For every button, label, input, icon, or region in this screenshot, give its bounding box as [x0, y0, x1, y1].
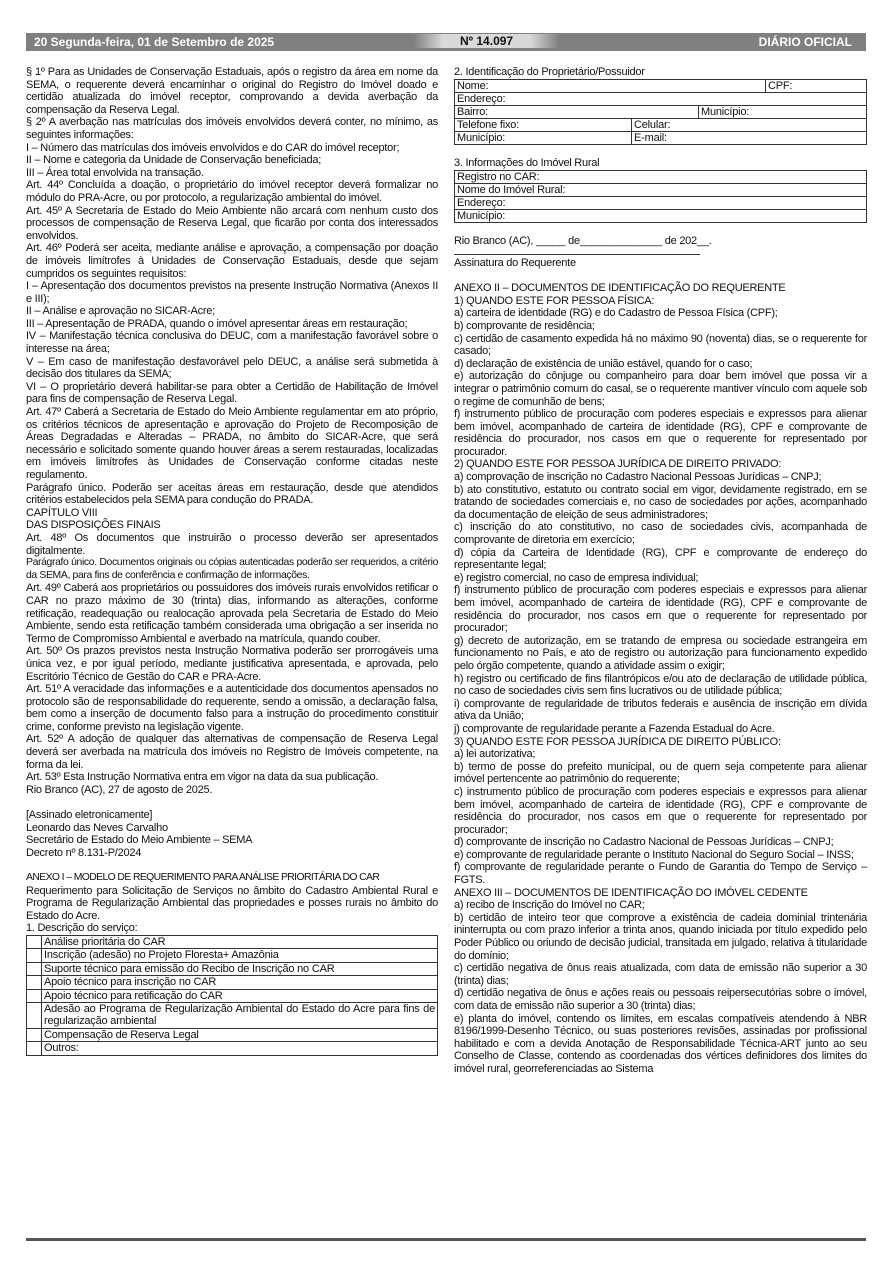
table-row — [27, 989, 438, 1002]
annex-item: d) comprovante de inscrição no Cadastro Nacional de Pessoas Jurídicas – CNPJ; — [454, 836, 834, 849]
paragraph: Rio Branco (AC), 27 de agosto de 2025. — [26, 783, 213, 796]
service-label: Apoio técnico para inscrição no CAR — [42, 976, 438, 989]
email-field[interactable]: E-mail: — [632, 131, 867, 144]
annex-item: ANEXO III – DOCUMENTOS DE IDENTIFICAÇÃO DO IMÓVEL CEDENTE — [454, 886, 808, 899]
service-label: Inscrição (adesão) no Projeto Floresta+ Amazônia — [42, 949, 438, 962]
paragraph: I – Número das matrículas dos imóveis envolvidos e do CAR do imóvel receptor; — [26, 141, 400, 154]
property-name-field[interactable]: Nome do Imóvel Rural: — [455, 183, 867, 196]
checkbox[interactable] — [27, 935, 42, 948]
checkbox[interactable] — [27, 1042, 42, 1055]
property-form — [454, 170, 867, 223]
annex-item: 1) QUANDO ESTE FOR PESSOA FÍSICA: — [454, 294, 655, 307]
chapter-title: DAS DISPOSIÇÕES FINAIS — [26, 519, 161, 532]
table-row — [27, 962, 438, 975]
paragraph: VI – O proprietário deverá habilitar-se para obter a Certidão de Habilitação de Imóvel para fins de compensação de Reserva Legal. — [26, 380, 438, 406]
paragraph: Art. 50º Os prazos previstos nesta Instrução Normativa poderão ser prorrogáveis uma única vez, e por igual período, mediante justificativa apresentada, e aprovada, pelo Escritório Técnico de Gestão do CAR e PRA-Acre. — [26, 645, 438, 683]
annex-item: a) lei autorizativa; — [454, 748, 536, 761]
right-column — [454, 66, 867, 1076]
municipality-field[interactable]: Município: — [455, 131, 632, 144]
paragraph: Art. 46º Poderá ser aceita, mediante análise e aprovação, a compensação por doação de imóveis limítrofes à Unidades de Conservação Estaduais, desde que sejam cumpridos os seguintes requisitos: — [26, 242, 438, 280]
section-title: 1. Descrição do serviço: — [26, 922, 138, 935]
section-title: 3. Informações do Imóvel Rural — [454, 157, 600, 170]
paragraph: I – Apresentação dos documentos previstos na presente Instrução Normativa (Anexos II e III); — [26, 280, 438, 305]
district-field[interactable]: Bairro: — [455, 105, 699, 118]
municipality-field[interactable]: Município: — [699, 105, 867, 118]
signature-label: Assinatura do Requerente — [454, 256, 576, 269]
annex-item: f) instrumento público de procuração com poderes especiais e expressos para alienar bem imóvel, acompanhado de carteira de identidade (RG), CPF e comprovante de residência do procurador, nos casos em que o requerente for representado por procurador; — [454, 584, 867, 635]
annex-item: f) instrumento público de procuração com poderes especiais e expressos para alienar bem imóvel, acompanhado de carteira de identidade (RG), CPF e comprovante de residência do procurador, nos casos em que o requerente for representado por procurador. — [454, 408, 867, 458]
annex-item: c) certidão de casamento expedida há no máximo 90 (noventa) dias, se o requerente for casado; — [454, 332, 867, 358]
annex-item: c) inscrição do ato constitutivo, no caso de sociedades civis, acompanhada de comprovante de diretoria em exercício; — [454, 521, 867, 547]
paragraph: IV – Manifestação técnica conclusiva do DEUC, com a manifestação favorável sobre o interesse na área; — [26, 330, 438, 356]
annex-item: i) comprovante de regularidade de tributos federais e ausência de inscrição em dívida ativa da União; — [454, 697, 867, 723]
annex-item: e) registro comercial, no caso de empresa individual; — [454, 571, 699, 584]
signer-decree: Decreto nº 8.131-P/2024 — [26, 846, 142, 859]
paragraph: III – Apresentação de PRADA, quando o imóvel apresentar áreas em restauração; — [26, 317, 408, 330]
issue-number: Nº 14.097 — [414, 34, 559, 48]
signer-role: Secretário de Estado do Meio Ambiente – SEMA — [26, 834, 253, 847]
checkbox[interactable] — [27, 989, 42, 1002]
paragraph: Art. 53º Esta Instrução Normativa entra em vigor na data da sua publicação. — [26, 771, 379, 784]
property-municipality-field[interactable]: Município: — [455, 209, 867, 222]
annex-item: e) planta do imóvel, contendo os limites, em escalas compatíveis atendendo à NBR 8196/1999-Desenho Técnico, ou suas posteriores revisões, assinadas por profissional habilitado e com a devida Anotação de Responsabilidade Técnica-ART junto ao seu Conselho de Classe, contendo as coordenadas dos vértices definidores dos limites do imóvel rural, georreferenciadas ao Sistema — [454, 1012, 867, 1075]
service-table — [26, 935, 438, 1056]
paragraph: Art. 47º Caberá a Secretaria de Estado do Meio Ambiente regulamentar em ato próprio, os critérios técnicos de apresentação e aprovação do Projeto de Recomposição de Áreas Degradadas e Alteradas – PRADA, no âmbito do SICAR-Acre, que será necessário e solicitado somente quando houver áreas a serem restauradas, localizadas em imóveis limítrofes às Unidades de Conservação conforme citadas neste regulamento. — [26, 406, 438, 481]
annex-list — [454, 282, 867, 1075]
annex-item: j) comprovante de regularidade perante a Fazenda Estadual do Acre. — [454, 722, 775, 735]
paragraph: V – Em caso de manifestação desfavorável pelo DEUC, a análise será submetida à decisão dos titulares da SEMA; — [26, 355, 438, 381]
paragraph: § 1º Para as Unidades de Conservação Estaduais, após o registro da área em nome da SEMA, o requerente deverá encaminhar o original do Registro do Imóvel doado e certidão atualizada do imóvel receptor, comprovando a devida averbação da compensação da Reserva Legal. — [26, 66, 438, 116]
annex-item: a) carteira de identidade (RG) e do Cadastro de Pessoa Física (CPF); — [454, 307, 778, 320]
table-row — [27, 976, 438, 989]
page-header — [26, 33, 866, 51]
annex-item: 2) QUANDO ESTE FOR PESSOA JURÍDICA DE DIREITO PRIVADO: — [454, 458, 782, 471]
annex-item: 3) QUANDO ESTE FOR PESSOA JURÍDICA DE DIREITO PÚBLICO: — [454, 735, 781, 748]
date-line: Rio Branco (AC), _____ de______________ de 202__. — [454, 235, 712, 248]
service-label: Suporte técnico para emissão do Recibo de Inscrição no CAR — [42, 962, 438, 975]
paragraph: Art. 48º Os documentos que instruirão o processo deverão ser apresentados digitalmente. — [26, 531, 438, 557]
property-address-field[interactable]: Endereço: — [455, 196, 867, 209]
checkbox[interactable] — [27, 962, 42, 975]
annex-item: f) comprovante de regularidade perante o Fundo de Garantia do Tempo de Serviço – FGTS. — [454, 861, 867, 887]
service-label: Compensação de Reserva Legal — [42, 1028, 438, 1041]
signature-line — [454, 254, 700, 255]
address-field[interactable]: Endereço: — [455, 92, 867, 105]
annex-item: c) certidão negativa de ônus reais atualizada, com data de emissão não superior a 30 (trinta) dias; — [454, 962, 867, 987]
signature-note: [Assinado eletronicamente] — [26, 809, 153, 822]
section-title: 2. Identificação do Proprietário/Possuidor — [454, 66, 645, 78]
paragraph: II – Nome e categoria da Unidade de Conservação beneficiada; — [26, 154, 322, 167]
table-row — [27, 949, 438, 962]
phone-field[interactable]: Telefone fixo: — [455, 118, 632, 131]
bottom-rule — [26, 1238, 866, 1241]
paragraph: Art. 45º A Secretaria de Estado do Meio Ambiente não arcará com nenhum custo dos processos de compensação de Reserva Legal, que ficarão por conta dos interessados envolvidos. — [26, 204, 438, 242]
left-column — [26, 66, 438, 1056]
annex-item: d) declaração de existência de união estável, quando for o caso; — [454, 357, 753, 370]
paragraph: Art. 51º A veracidade das informações e a autenticidade dos documentos apensados no protocolo são de responsabilidade do requerente, sendo a omissão, a declaração falsa, bem como a inserção de documento falso para a instrução do procedimento constituir crime, conforme previsto na legislação vigente. — [26, 683, 438, 733]
annex-item: e) comprovante de regularidade perante o Instituto Nacional do Seguro Social – INSS; — [454, 848, 854, 861]
annex-item: c) instrumento público de procuração com poderes especiais e expressos para alienar bem imóvel, acompanhado de carteira de identidade (RG), CPF e comprovante de residência do procurador, nos casos em que o requerente for representado por procurador; — [454, 785, 867, 836]
table-row — [27, 1042, 438, 1055]
checkbox[interactable] — [27, 976, 42, 989]
table-row — [27, 1003, 438, 1029]
paragraph: Art. 52º A adoção de qualquer das alternativas de compensação de Reserva Legal deverá ser averbada na matrícula dos imóveis no Registro de Imóveis competente, na forma da lei. — [26, 733, 438, 771]
paragraph: Requerimento para Solicitação de Serviços no âmbito do Cadastro Ambiental Rural e Programa de Regularização Ambiental das propriedades e posses rurais no âmbito do Estado do Acre. — [26, 884, 438, 922]
paragraph: § 2º A averbação nas matrículas dos imóveis envolvidos deverá conter, no mínimo, as seguintes informações: — [26, 116, 438, 141]
mobile-field[interactable]: Celular: — [632, 118, 867, 131]
cpf-field[interactable]: CPF: — [766, 79, 867, 92]
table-row — [27, 935, 438, 948]
name-field[interactable]: Nome: — [455, 79, 766, 92]
annex-item: d) certidão negativa de ônus e ações reais ou pessoais reipersecutórias sobre o imóvel, com data de emissão não superior a 30 (trinta) dias; — [454, 987, 867, 1012]
table-row — [27, 1028, 438, 1041]
annex-item: b) termo de posse do prefeito municipal, ou de quem seja competente para alienar imóvel pertencente ao patrimônio do requerente; — [454, 760, 867, 786]
service-label: Outros: — [42, 1042, 438, 1055]
car-registry-field[interactable]: Registro no CAR: — [455, 170, 867, 183]
service-label: Apoio técnico para retificação do CAR — [42, 989, 438, 1002]
annex-item: ANEXO II – DOCUMENTOS DE IDENTIFICAÇÃO DO REQUERENTE — [454, 282, 786, 295]
annex-item: b) certidão de inteiro teor que comprove a existência de cadeia dominial trintenária ininterrupta ou com prazo inferior a trinta anos, quando iniciada por título expedido pelo Poder Público ou oriundo de decisão judicial, transitada em julgado, relativa à titularidade do domínio; — [454, 911, 867, 962]
paragraph: Art. 44º Concluída a doação, o proprietário do imóvel receptor deverá formalizar no módulo do PRA-Acre, ou por protocolo, a regularização ambiental do imóvel. — [26, 179, 438, 204]
publication-name: DIÁRIO OFICIAL — [758, 35, 852, 49]
annex-item: d) cópia da Carteira de Identidade (RG), CPF e comprovante de endereço do representante legal; — [454, 546, 867, 572]
chapter-heading: CAPÍTULO VIII — [26, 506, 98, 519]
annex-item: b) ato constitutivo, estatuto ou contrato social em vigor, devidamente registrado, em se tratando de sociedades comerciais e, no caso de sociedades por ações, acompanhado da documentação de eleição de seus administradores; — [454, 483, 867, 521]
checkbox[interactable] — [27, 1003, 42, 1029]
annex-item: e) autorização do cônjuge ou companheiro para doar bem imóvel que possa vir a integrar o patrimônio comum do casal, se o requerente mantiver vínculo com aquele sob o regime de comunhão de bens; — [454, 370, 867, 408]
paragraph: III – Área total envolvida na transação. — [26, 166, 204, 179]
annex-heading: ANEXO I – MODELO DE REQUERIMENTO PARA ANÁLISE PRIORITÁRIA DO CAR — [26, 872, 380, 883]
annex-item: h) registro ou certificado de fins filantrópicos e/ou ato de declaração de utilidade pública, no caso de sociedades civis sem fins lucrativos ou de utilidade pública; — [454, 672, 867, 698]
service-label: Análise prioritária do CAR — [42, 935, 438, 948]
annex-item: a) recibo de Inscrição do Imóvel no CAR; — [454, 899, 645, 912]
service-label: Adesão ao Programa de Regularização Ambiental do Estado do Acre para fins de regularização ambiental — [42, 1003, 438, 1029]
owner-form — [454, 79, 867, 145]
paragraph: Parágrafo único. Documentos originais ou cópias autenticadas poderão ser requeridos, a critério da SEMA, para fins de conferência e confirmação de informações. — [26, 557, 438, 581]
signer-name: Leonardo das Neves Carvalho — [26, 821, 168, 834]
annex-item: a) comprovação de inscrição no Cadastro Nacional Pessoas Jurídicas – CNPJ; — [454, 471, 822, 484]
annex-item: g) decreto de autorização, em se tratando de empresa ou sociedade estrangeira em funcionamento no País, e ato de registro ou autorização para funcionamento expedido pelo órgão competente, quando a atividade assim o exigir; — [454, 634, 867, 672]
checkbox[interactable] — [27, 1028, 42, 1041]
annex-item: b) comprovante de residência; — [454, 319, 595, 332]
checkbox[interactable] — [27, 949, 42, 962]
page-date: 20 Segunda-feira, 01 de Setembro de 2025 — [34, 35, 275, 49]
paragraph: II – Análise e aprovação no SICAR-Acre; — [26, 305, 215, 318]
paragraph: Parágrafo único. Poderão ser aceitas áreas em restauração, desde que atendidos critérios estabelecidos pela SEMA para condução do PRADA. — [26, 481, 438, 507]
paragraph: Art. 49º Caberá aos proprietários ou possuidores dos imóveis rurais envolvidos retificar o CAR no prazo máximo de 30 (trinta) dias, informando as alterações, conforme retificação, readequação ou realocação aprovada pela Secretaria de Estado do Meio Ambiente, sendo esta retificação também considerada uma obrigação a ser inserida no Termo de Compromisso Ambiental e averbado na matrícula, quando couber. — [26, 582, 438, 645]
